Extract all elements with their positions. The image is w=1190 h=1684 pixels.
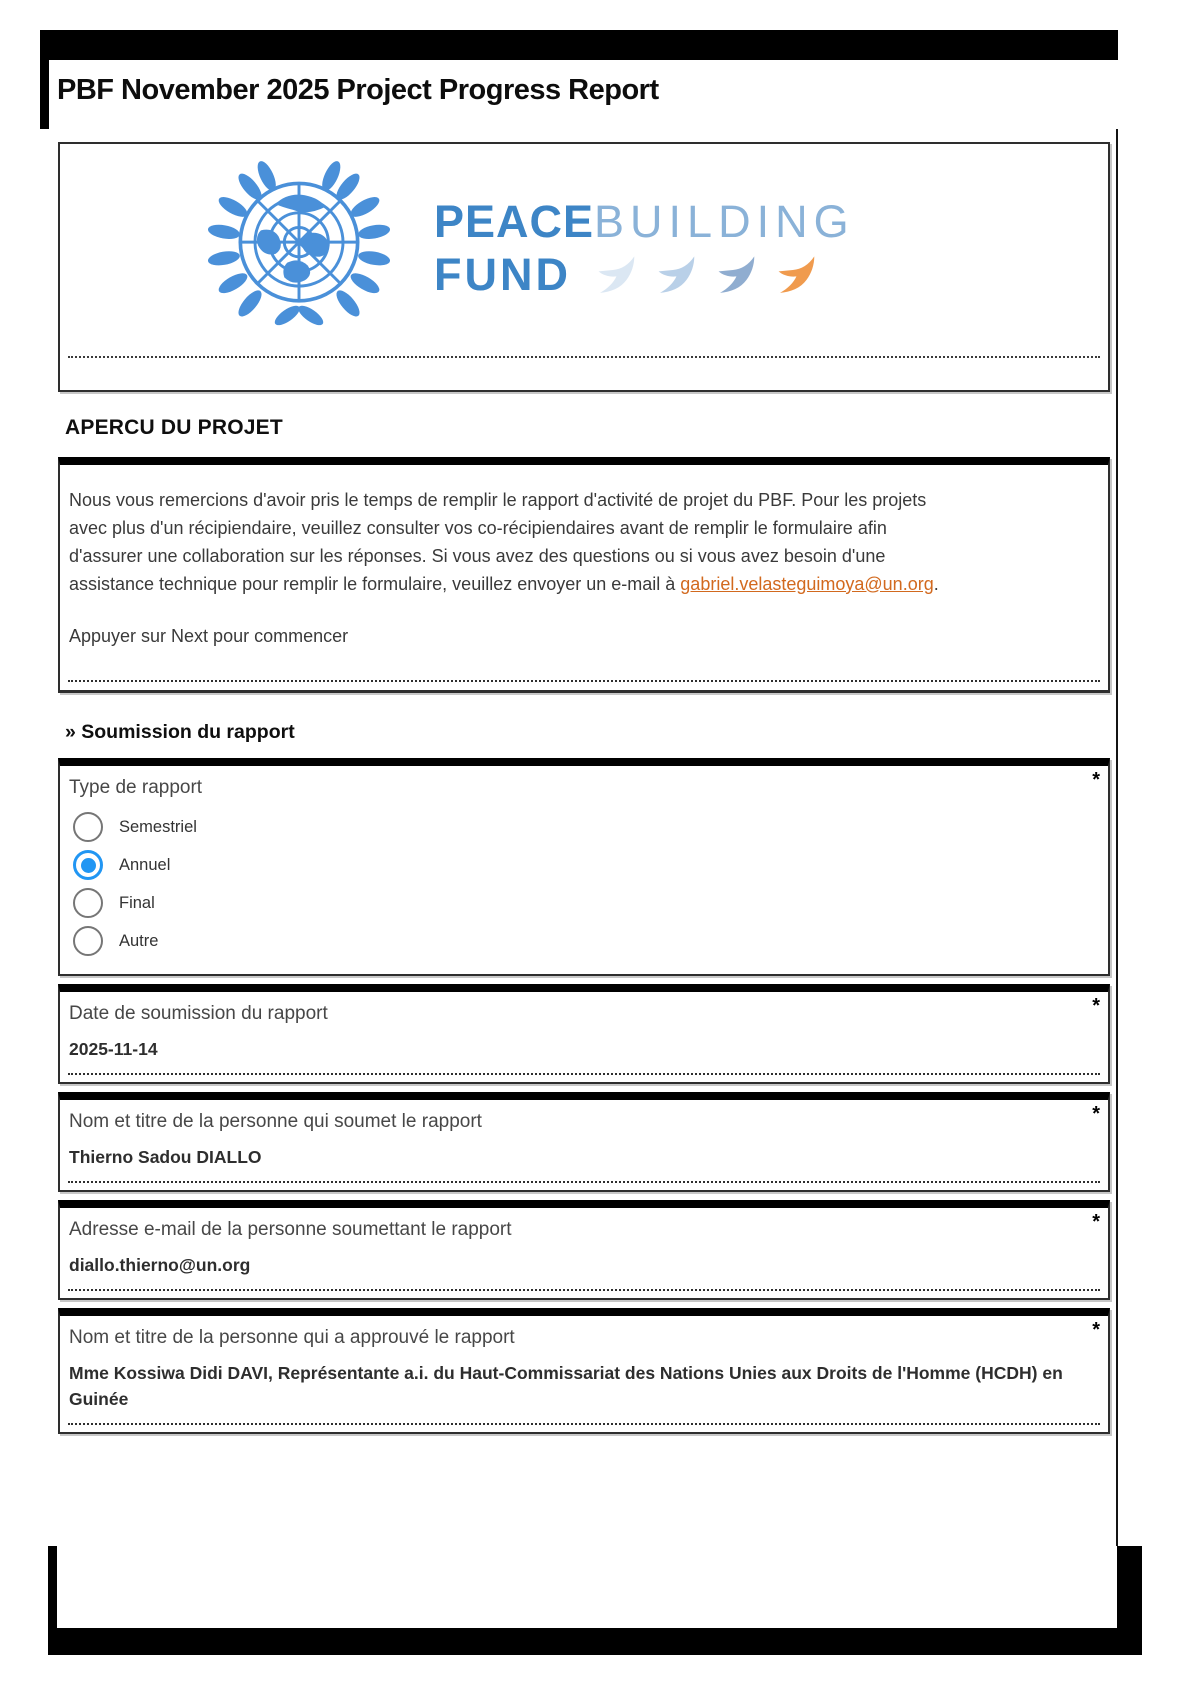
title-block <box>40 60 1118 129</box>
logo-fund-text: FUND <box>434 249 571 300</box>
report-type-options <box>69 808 1068 960</box>
radio-option-annuel[interactable]: Annuel <box>73 846 1068 884</box>
logo-peace-text: PEACE <box>434 195 595 247</box>
dotted-separator <box>68 356 1100 358</box>
doves-row <box>597 255 823 295</box>
field-submitter-name <box>58 1092 1110 1192</box>
logo-box <box>58 142 1110 392</box>
field-label: Adresse e-mail de la personne soumettant le rapport <box>69 1219 512 1241</box>
dotted-separator <box>68 1423 1100 1425</box>
intro-text: Nous vous remercions d'avoir pris le temps de remplir le rapport d'activité de projet du PBF. Pour les projets avec plus d'un récipiendaire, veuillez consulter vos co-récipiendaires avant de remplir le formulaire afin d'assurer une collaboration sur les réponses. Si vous avez des questions ou si vous avez besoin d'une assistance technique pour remplir le formulaire, veuillez envoyer un e-mail à <box>69 490 927 594</box>
radio-option-final[interactable]: Final <box>73 884 1068 922</box>
radio-button-icon[interactable] <box>73 850 103 880</box>
next-instruction: Appuyer sur Next pour commencer <box>69 625 349 646</box>
field-submission-date <box>58 984 1110 1084</box>
dotted-separator <box>68 1181 1100 1183</box>
required-marker: * <box>1092 1211 1100 1234</box>
radio-button-icon[interactable] <box>73 812 103 842</box>
radio-option-semestriel[interactable]: Semestriel <box>73 808 1068 846</box>
required-marker: * <box>1092 1319 1100 1342</box>
intro-text-period: . <box>933 573 939 594</box>
required-marker: * <box>1092 769 1100 792</box>
intro-paragraph <box>69 487 963 599</box>
dove-icon <box>777 255 823 295</box>
field-value: Mme Kossiwa Didi DAVI, Représentante a.i. du Haut-Commissariat des Nations Unies aux Droits de l'Homme (HCDH) en Guinée <box>69 1362 1063 1410</box>
dove-icon <box>717 255 763 295</box>
dove-icon <box>597 255 643 295</box>
field-approver-name <box>58 1308 1110 1434</box>
radio-button-icon[interactable] <box>73 926 103 956</box>
top-black-banner <box>40 30 1118 60</box>
dotted-separator <box>68 1289 1100 1291</box>
field-submitter-email <box>58 1200 1110 1300</box>
un-emblem-icon <box>208 160 390 336</box>
radio-button-icon[interactable] <box>73 888 103 918</box>
intro-note-box <box>58 457 1110 693</box>
required-marker: * <box>1092 1103 1100 1126</box>
bottom-black-banner <box>48 1628 1142 1655</box>
field-value: diallo.thierno@un.org <box>69 1254 251 1275</box>
field-label: Nom et titre de la personne qui a approuvé le rapport <box>69 1327 515 1349</box>
field-label: Date de soumission du rapport <box>69 1003 328 1025</box>
group-heading-soumission: » Soumission du rapport <box>65 721 295 744</box>
logo-wordmark <box>434 195 855 300</box>
section-heading-apercu: APERCU DU PROJET <box>65 416 283 439</box>
field-label: Type de rapport <box>69 777 203 799</box>
dove-icon <box>657 255 703 295</box>
field-value: Thierno Sadou DIALLO <box>69 1146 262 1167</box>
form-content <box>58 142 1110 1442</box>
field-label: Nom et titre de la personne qui soumet le rapport <box>69 1111 482 1133</box>
field-report-type <box>58 758 1110 976</box>
page-right-border <box>1116 60 1118 1546</box>
support-email-link[interactable]: gabriel.velasteguimoya@un.org <box>680 573 934 594</box>
radio-option-autre[interactable]: Autre <box>73 922 1068 960</box>
logo-building-text: BUILDING <box>594 195 855 247</box>
dotted-separator <box>68 680 1100 682</box>
required-marker: * <box>1092 995 1100 1018</box>
field-value: 2025-11-14 <box>69 1038 158 1059</box>
page-title: PBF November 2025 Project Progress Report <box>57 74 659 106</box>
dotted-separator <box>68 1073 1100 1075</box>
